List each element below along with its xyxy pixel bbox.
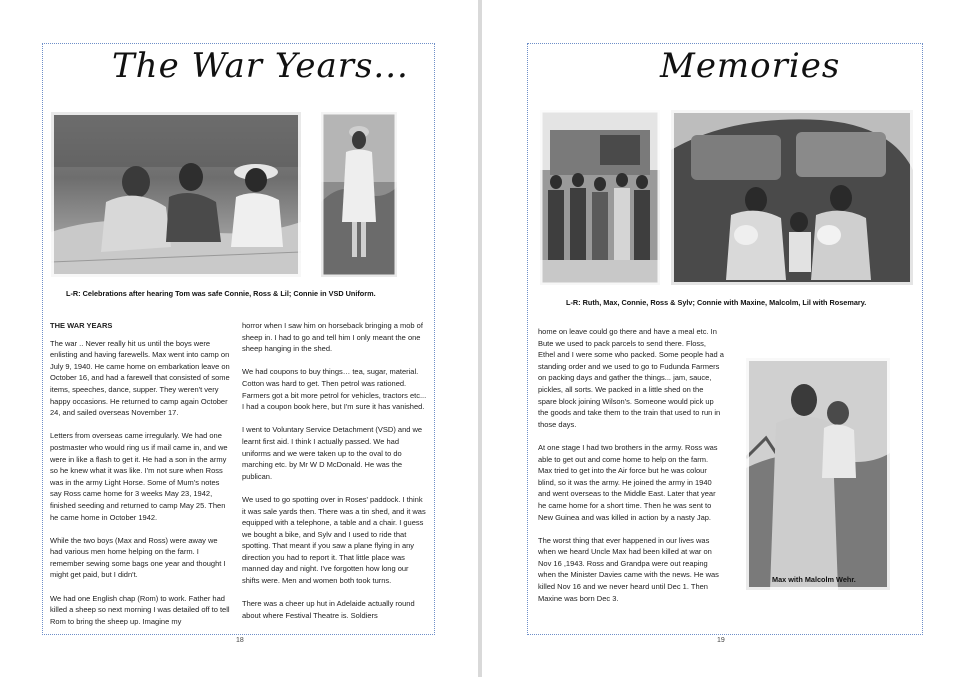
right-page-title: Memories (660, 46, 841, 86)
left-photo-caption: L-R: Celebrations after hearing Tom was safe Connie, Ross & Lil; Connie in VSD Uniform. (66, 289, 376, 298)
side-photo-caption: Max with Malcolm Wehr. (772, 575, 856, 584)
family-group-photo (540, 110, 660, 285)
paragraph: The war .. Never really hit us until the boys were enlisting and having farewells. Max went into camp on July 9, 1940. He came home on embarkation leave on October 16, and had a farewell that consisted of some items, speeches, dance, supper. They weren't very happy occasions. He returned to camp again October 24, and sailed overseas November 17. (50, 338, 230, 418)
paragraph: I went to Voluntary Service Detachment (VSD) and we learnt first aid. I think I actually passed. We had uniforms and we were taken up to the oval to do marching etc. by Mr W D McDonald. He was the publican. (242, 425, 423, 481)
left-page-title: The War Years... (112, 46, 409, 86)
paragraph: We used to go spotting over in Roses' paddock. I think it was sale yards then. There was a tin shed, and it was equipped with a telephone, a table and a chair. I guess we bought a bike, and Sylv and I used to ride that spotting. That meant if you saw a plane flying in any direction you had to report it. That little place was manned day and night. I've forgotten how long our shifts were. Men and women both took turns. (242, 494, 426, 586)
paragraph: There was a cheer up hut in Adelaide actually round about where Festival Theatre is. Soldiers (242, 599, 415, 620)
page-number: 18 (236, 637, 244, 644)
paragraph: The worst thing that ever happened in our lives was when we heard Uncle Max had been killed at war on Nov 16 ,1943. Ross and Grandpa were out reaping when the Minister Davies came with the news. He was killed Nov 16 and we never heard until Dec 1. Then Maxine was born Dec 3. (538, 535, 719, 603)
car-family-photo (671, 110, 913, 285)
right-column-1 (538, 326, 724, 616)
page-number: 19 (717, 637, 725, 644)
paragraph: Letters from overseas came irregularly. We had one postmaster who would ring us if mail came in, and we were in like a flash to get it. He had a son in the army so he knew what it was like. I'm not sure when Ross was in the army Light Horse. Some of Mum's notes say Ross came home for 3 weeks May 23, 1942, finished seeding and returned to camp May 25. Then he came home in October 1942. (50, 431, 228, 522)
paragraph: We had one English chap (Rom) to work. Father had killed a sheep so next morning I was detailed off to tell Rom to bring the sheep up. Imagine my (50, 593, 230, 626)
paragraph: We had coupons to buy things… tea, sugar, material. Cotton was hard to get. Then petrol was rationed. Farmers got a bit more petrol for vehicles, tractors etc... I had a coupon book here, but I'm sure it has vanished. (242, 367, 427, 412)
paragraph: At one stage I had two brothers in the army. Ross was able to get out and come home to help on the farm. Max tried to get into the Air force but he was colour blind, so it was the army. He joined the army in 1940 and went overseas to the Middle East. Later that year he came home for a short time. Then he was sent to New Guinea and was killed in action by a nasty Jap. (538, 442, 718, 522)
left-column-1 (50, 320, 230, 639)
war-years-heading: THE WAR YEARS (50, 321, 113, 330)
max-with-malcolm-photo (746, 358, 890, 590)
celebration-photo (51, 112, 301, 277)
paragraph: home on leave could go there and have a meal etc. In Bute we used to pack parcels to send there. Floss, Ethel and I were some who packed. Some people had a standing order and we used to go to Fudunda Farmers on packing days and gather the things... jam, sauce, pickles, all sorts. We packed in a little shed on the spare block joining Wilson's. Someone would pick up the goods and take them to the train that used to run in those days. (538, 327, 724, 429)
right-page (482, 0, 958, 677)
left-column-2 (242, 320, 428, 633)
paragraph: While the two boys (Max and Ross) were away we had various men home helping on the farm. I remember sewing some bags one year and thought I might get paid, but I didn't. (50, 535, 226, 580)
paragraph: horror when I saw him on horseback bringing a mob of sheep in. I had to go and tell him I only meant the one sheep hanging in the shed. (242, 321, 423, 354)
right-photo-caption: L-R: Ruth, Max, Connie, Ross & Sylv; Connie with Maxine, Malcolm, Lil with Rosemary. (566, 298, 867, 307)
vsd-uniform-photo (321, 112, 397, 277)
left-page (0, 0, 478, 677)
